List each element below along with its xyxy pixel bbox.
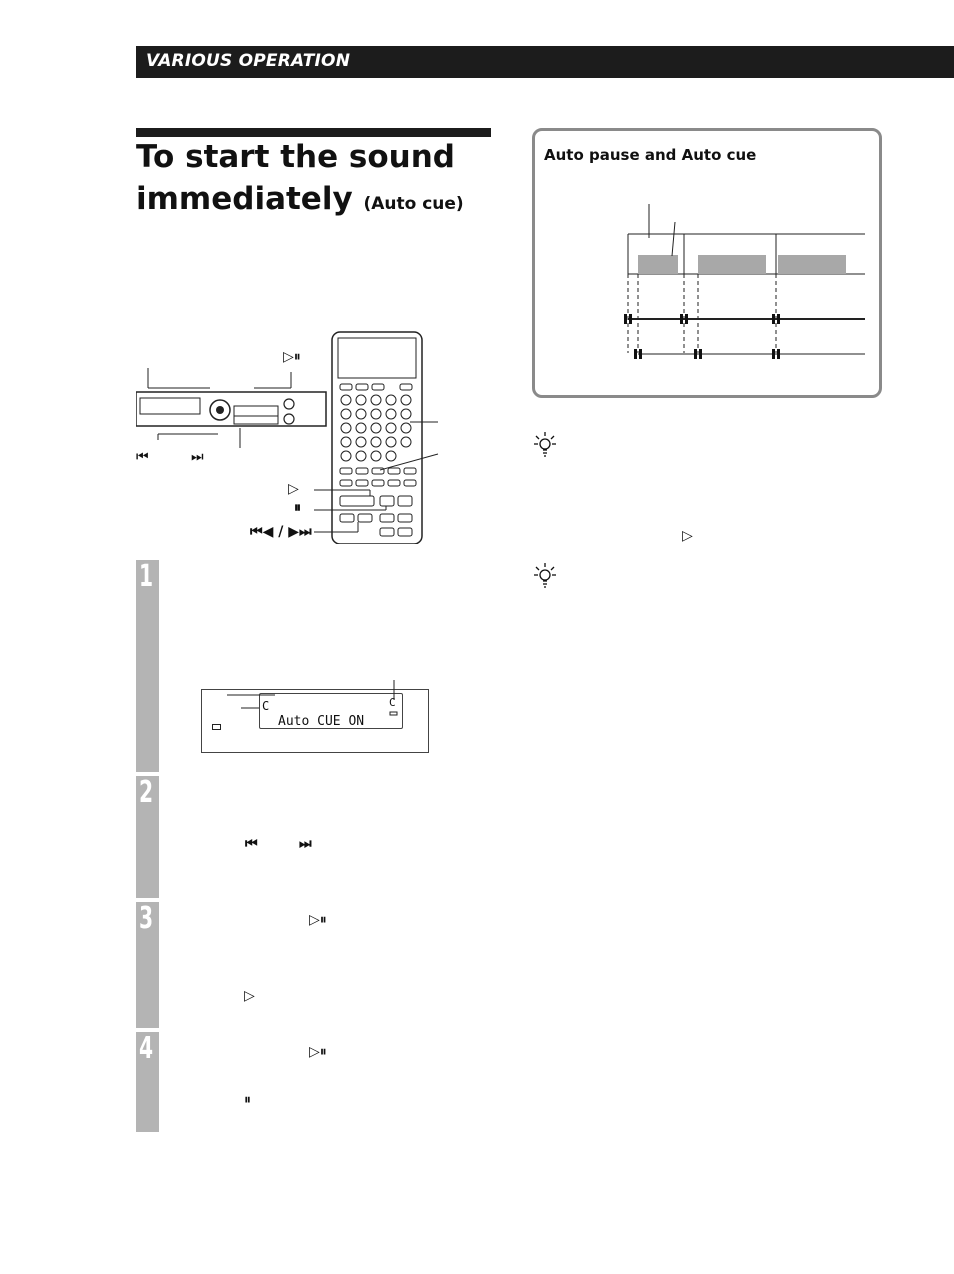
- remote-top-panel: [338, 338, 416, 378]
- step-2-number: 2: [139, 775, 154, 810]
- deck-display: [140, 398, 200, 414]
- play-icon-remote: ▷: [288, 481, 299, 497]
- title-line-2: [136, 178, 496, 225]
- deck-button-row-2: [234, 416, 278, 424]
- deck-button-row: [234, 406, 278, 416]
- lightbulb-icon-2: [532, 561, 558, 591]
- step-4-pause-icon: ⏸: [244, 1092, 251, 1108]
- lcd-indicator-square: [212, 724, 221, 730]
- dashed-guides: [628, 274, 776, 353]
- step-4-play-pause-icon: ▷⏸: [309, 1044, 327, 1060]
- info-box-title: Auto pause and Auto cue: [544, 146, 757, 164]
- lcd-indicator-right: C: [389, 696, 396, 709]
- sound-block-1: [638, 255, 678, 274]
- lcd-callouts: [201, 678, 429, 718]
- title-subtitle: (Auto cue): [363, 194, 464, 214]
- step-2-next-icon: ⏭: [299, 836, 312, 852]
- play-pause-icon: ▷⏸: [283, 349, 301, 365]
- callout-line-2: [672, 222, 675, 256]
- auto-cue-diagram: [532, 128, 882, 398]
- deck-knob-b: [284, 414, 294, 424]
- sound-block-2: [698, 255, 766, 274]
- title-line-2-text: immediately: [136, 181, 353, 217]
- lcd-text: Auto CUE ON: [278, 714, 365, 729]
- pause-icon-remote: ⏸: [294, 500, 301, 516]
- lightbulb-icon: [532, 430, 558, 460]
- section-header-bar: [136, 46, 954, 78]
- skip-icons-remote: ⏮◀ / ▶⏭: [250, 524, 312, 540]
- lcd-indicator-left: C: [262, 699, 270, 713]
- amsc-knob-center: [216, 406, 224, 414]
- section-label: VARIOUS OPERATION: [146, 51, 351, 71]
- step-1-number: 1: [139, 559, 154, 594]
- title-line-1: To start the sound: [136, 139, 455, 175]
- prev-icon: ⏮: [136, 449, 149, 465]
- deck-knob-a: [284, 399, 294, 409]
- md-deck: [136, 392, 326, 426]
- step-3-number: 3: [139, 901, 154, 936]
- step-3-play-pause-icon: ▷⏸: [309, 912, 327, 928]
- remote-number-keys: [341, 395, 411, 461]
- sound-block-3: [778, 255, 846, 274]
- next-icon: ⏭: [191, 449, 204, 465]
- step-2-prev-icon: ⏮: [245, 836, 258, 852]
- page-title: [136, 136, 496, 225]
- step-3-play-icon: ▷: [244, 988, 255, 1004]
- play-icon: ▷: [682, 528, 693, 544]
- step-4-number: 4: [139, 1031, 154, 1066]
- remote-function-keys: [340, 384, 416, 536]
